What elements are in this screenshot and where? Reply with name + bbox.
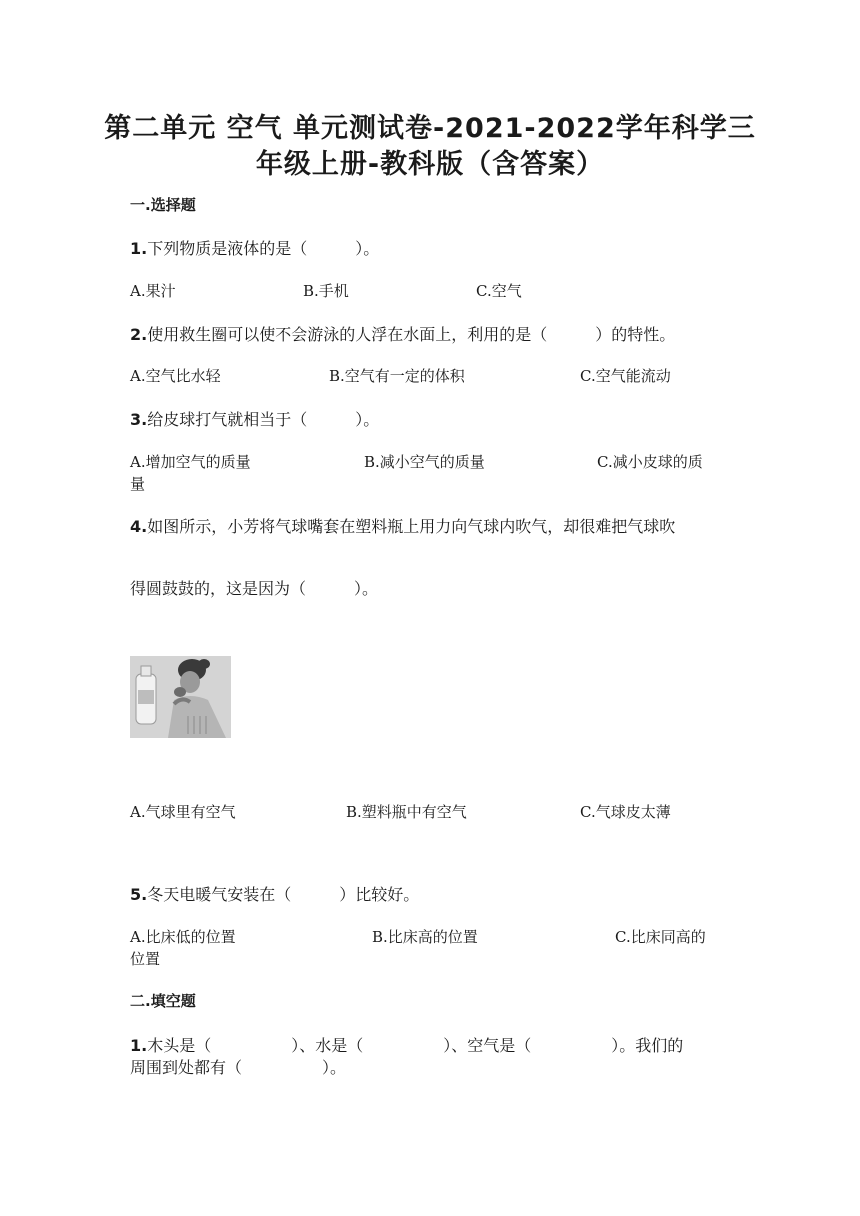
girl-blowing-balloon-photo bbox=[130, 656, 231, 738]
question-text: 冬天电暖气安装在（ ）比较好。 bbox=[147, 885, 420, 904]
q1-option-b[interactable]: B.手机 bbox=[303, 282, 349, 300]
section-heading-fill: 二.填空题 bbox=[130, 992, 196, 1010]
q2-option-c[interactable]: C.空气能流动 bbox=[580, 367, 671, 385]
q1-option-a[interactable]: A.果汁 bbox=[130, 282, 176, 300]
question-2 bbox=[130, 322, 675, 345]
fill-question-1-line2: 周围到处都有（ ）。 bbox=[130, 1058, 347, 1077]
question-number: 3. bbox=[130, 410, 148, 429]
question-text: 下列物质是液体的是（ ）。 bbox=[147, 239, 380, 258]
question-4-line2: 得圆鼓鼓的，这是因为（ ）。 bbox=[130, 579, 379, 598]
q5-option-c[interactable]: C.比床同高的 bbox=[615, 928, 706, 946]
q1-option-c[interactable]: C.空气 bbox=[476, 282, 522, 300]
question-text: 给皮球打气就相当于（ ）。 bbox=[147, 410, 380, 429]
question-5 bbox=[130, 882, 419, 905]
question-text-line1: 木头是（ ）、水是（ ）、空气是（ ）。我们的 bbox=[147, 1036, 684, 1055]
question-3 bbox=[130, 407, 379, 430]
q2-option-a[interactable]: A.空气比水轻 bbox=[130, 367, 221, 385]
question-text: 使用救生圈可以使不会游泳的人浮在水面上，利用的是（ ）的特性。 bbox=[147, 325, 676, 344]
q2-option-b[interactable]: B.空气有一定的体积 bbox=[329, 367, 465, 385]
question-number: 1. bbox=[130, 1036, 148, 1055]
fill-question-1 bbox=[130, 1033, 683, 1056]
question-4 bbox=[130, 514, 675, 537]
q5-option-c-wrap: 位置 bbox=[130, 950, 161, 968]
q4-option-c[interactable]: C.气球皮太薄 bbox=[580, 803, 671, 821]
q3-option-a[interactable]: A.增加空气的质量 bbox=[130, 453, 251, 471]
question-number: 2. bbox=[130, 325, 148, 344]
question-number: 1. bbox=[130, 239, 148, 258]
page-title-line1: 第二单元 空气 单元测试卷-2021-2022学年科学三 bbox=[104, 113, 756, 144]
question-text-line1: 如图所示，小芳将气球嘴套在塑料瓶上用力向气球内吹气，却很难把气球吹 bbox=[147, 517, 676, 536]
q5-option-a[interactable]: A.比床低的位置 bbox=[130, 928, 236, 946]
question-1 bbox=[130, 236, 379, 259]
question-number: 5. bbox=[130, 885, 148, 904]
q5-option-b[interactable]: B.比床高的位置 bbox=[372, 928, 478, 946]
question-number: 4. bbox=[130, 517, 148, 536]
q3-option-b[interactable]: B.减小空气的质量 bbox=[364, 453, 485, 471]
q3-option-c-wrap: 量 bbox=[130, 475, 146, 493]
q3-option-c[interactable]: C.减小皮球的质 bbox=[597, 453, 703, 471]
q4-option-b[interactable]: B.塑料瓶中有空气 bbox=[346, 803, 467, 821]
section-heading-choice: 一.选择题 bbox=[130, 196, 196, 214]
q4-option-a[interactable]: A.气球里有空气 bbox=[130, 803, 236, 821]
page-title-line2: 年级上册-教科版（含答案） bbox=[255, 149, 605, 180]
